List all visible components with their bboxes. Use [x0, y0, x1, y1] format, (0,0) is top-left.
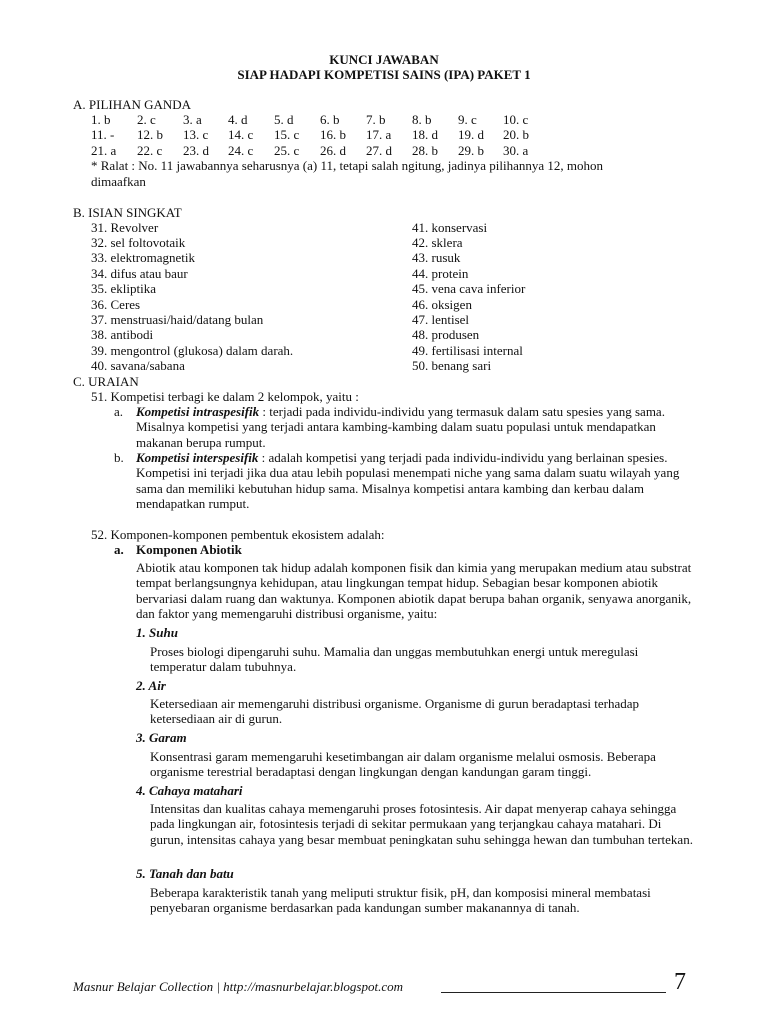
factor-title: 3. Garam [136, 730, 187, 745]
section-c-title: C. URAIAN [73, 374, 139, 389]
ralat-note: * Ralat : No. 11 jawabannya seharusnya (a) 11, tetapi salah ngitung, jadinya pilihannya 12, mohon [91, 158, 604, 173]
short-answer-item: 39. mengontrol (glukosa) dalam darah. [91, 343, 294, 358]
q51-intro: 51. Kompetisi terbagi ke dalam 2 kelompok, yaitu : [91, 389, 359, 404]
answer-item: 13. c [183, 127, 209, 142]
answer-item: 29. b [458, 143, 484, 158]
answer-item: 6. b [320, 112, 340, 127]
q51-a-marker: a. [114, 404, 124, 419]
factor-title: 5. Tanah dan batu [136, 866, 234, 881]
answer-item: 28. b [412, 143, 438, 158]
factor-title: 1. Suhu [136, 625, 178, 640]
answer-item: 25. c [274, 143, 300, 158]
short-answer-item: 43. rusuk [412, 250, 461, 265]
answer-item: 15. c [274, 127, 300, 142]
answer-item: 9. c [458, 112, 477, 127]
q52-a-title: Komponen Abiotik [136, 542, 242, 557]
answer-item: 16. b [320, 127, 346, 142]
factor-text: Konsentrasi garam memengaruhi kesetimbangan air dalam organisme melalui osmosis. Beberapa organisme terestrial beradaptasi dengan lingkungan dengan kandungan garam tinggi. [150, 749, 656, 780]
q51-b-text: : adalah kompetisi yang terjadi pada individu-individu yang berlainan spesies. Kompetisi ini terjadi jika dua atau lebih populasi menempati niche yang sama dalam suatu wilayah yang sama dan memiliki kebutuhan hidup sama. Misalnya kompetisi antara kambing dan kerbau dalam mendapatkan rumput. [136, 450, 680, 511]
factor-text: Proses biologi dipengaruhi suhu. Mamalia dan unggas membutuhkan energi untuk meregulasi temperatur dalam tubuhnya. [150, 644, 639, 675]
footer-rule [441, 992, 666, 993]
q51-a-text: : terjadi pada individu-individu yang termasuk dalam satu spesies yang sama. Misalnya kompetisi yang terjadi antara kambing-kambing dalam suatu populasi untuk mendapatkan makanan berupa rumput. [136, 404, 665, 450]
factor-title: 4. Cahaya matahari [136, 783, 243, 798]
short-answer-item: 46. oksigen [412, 297, 472, 312]
answer-item: 12. b [137, 127, 163, 142]
answer-item: 27. d [366, 143, 392, 158]
answer-item: 21. a [91, 143, 117, 158]
short-answer-item: 50. benang sari [412, 358, 492, 373]
short-answer-item: 49. fertilisasi internal [412, 343, 523, 358]
answer-item: 1. b [91, 112, 111, 127]
document-subtitle: SIAP HADAPI KOMPETISI SAINS (IPA) PAKET 1 [237, 67, 531, 82]
short-answer-item: 38. antibodi [91, 327, 154, 342]
short-answer-item: 45. vena cava inferior [412, 281, 526, 296]
q51-b-paragraph [136, 450, 681, 511]
q52-a-marker: a. [114, 542, 124, 557]
answer-item: 4. d [228, 112, 248, 127]
answer-item: 23. d [183, 143, 209, 158]
short-answer-item: 32. sel foltovotaik [91, 235, 186, 250]
factor-text: Intensitas dan kualitas cahaya memengaruhi proses fotosintesis. Air dapat menyerap cahaya sehingga pada lingkungan air, fotosintesis terjadi di sekitar permukaan yang terjangkau cahaya matahari. Di gurun, intensitas cahaya yang besar membuat peningkatan suhu sehingga hewan dan tumbuhan tertekan. [150, 801, 693, 847]
q52-a-text: Abiotik atau komponen tak hidup adalah komponen fisik dan kimia yang merupakan medium atau substrat tempat berlangsungnya kehidupan, atau lingkungan tempat hidup. Sebagian besar komponen abiotik bervariasi dalam ruang dan waktunya. Komponen abiotik dapat berupa bahan organik, senyawa anorganik, dan faktor yang memengaruhi distribusi organisme, yaitu: [136, 560, 692, 621]
page-number: 7 [674, 969, 686, 995]
short-answer-item: 41. konservasi [412, 220, 488, 235]
answer-item: 19. d [458, 127, 484, 142]
answer-item: 11. - [91, 127, 115, 142]
q51-b-term: Kompetisi interspesifik [136, 450, 259, 465]
answer-item: 20. b [503, 127, 529, 142]
q51-a-paragraph [136, 404, 696, 450]
short-answer-item: 42. sklera [412, 235, 463, 250]
factor-title: 2. Air [136, 678, 166, 693]
answer-item: 10. c [503, 112, 529, 127]
answer-item: 26. d [320, 143, 346, 158]
short-answer-item: 33. elektromagnetik [91, 250, 195, 265]
answer-item: 17. a [366, 127, 392, 142]
short-answer-item: 47. lentisel [412, 312, 470, 327]
factor-text: Beberapa karakteristik tanah yang meliputi struktur fisik, pH, dan komposisi mineral membatasi penyebaran organisme berdasarkan pada kandungan sumber makanannya di tanah. [150, 885, 651, 916]
short-answer-item: 40. savana/sabana [91, 358, 185, 373]
answer-item: 8. b [412, 112, 432, 127]
q51-a-term: Kompetisi intraspesifik [136, 404, 260, 419]
short-answer-item: 37. menstruasi/haid/datang bulan [91, 312, 264, 327]
section-a-title: A. PILIHAN GANDA [73, 97, 192, 112]
ralat-note-cont: dimaafkan [91, 174, 146, 189]
answer-item: 3. a [183, 112, 202, 127]
short-answer-item: 34. difus atau baur [91, 266, 188, 281]
short-answer-item: 36. Ceres [91, 297, 141, 312]
short-answer-item: 48. produsen [412, 327, 480, 342]
answer-item: 22. c [137, 143, 163, 158]
answer-item: 7. b [366, 112, 386, 127]
section-b-title: B. ISIAN SINGKAT [73, 205, 182, 220]
short-answer-item: 44. protein [412, 266, 469, 281]
q52-intro: 52. Komponen-komponen pembentuk ekosistem adalah: [91, 527, 385, 542]
short-answer-item: 35. ekliptika [91, 281, 156, 296]
q51-b-marker: b. [114, 450, 124, 465]
footer-credit: Masnur Belajar Collection | http://masnurbelajar.blogspot.com [73, 979, 404, 994]
short-answer-item: 31. Revolver [91, 220, 159, 235]
answer-item: 30. a [503, 143, 529, 158]
answer-item: 5. d [274, 112, 294, 127]
answer-item: 14. c [228, 127, 254, 142]
answer-item: 2. c [137, 112, 156, 127]
factor-text: Ketersediaan air memengaruhi distribusi organisme. Organisme di gurun beradaptasi terhadap ketersediaan air di gurun. [150, 696, 640, 727]
answer-item: 18. d [412, 127, 438, 142]
answer-item: 24. c [228, 143, 254, 158]
document-title: KUNCI JAWABAN [329, 52, 439, 67]
